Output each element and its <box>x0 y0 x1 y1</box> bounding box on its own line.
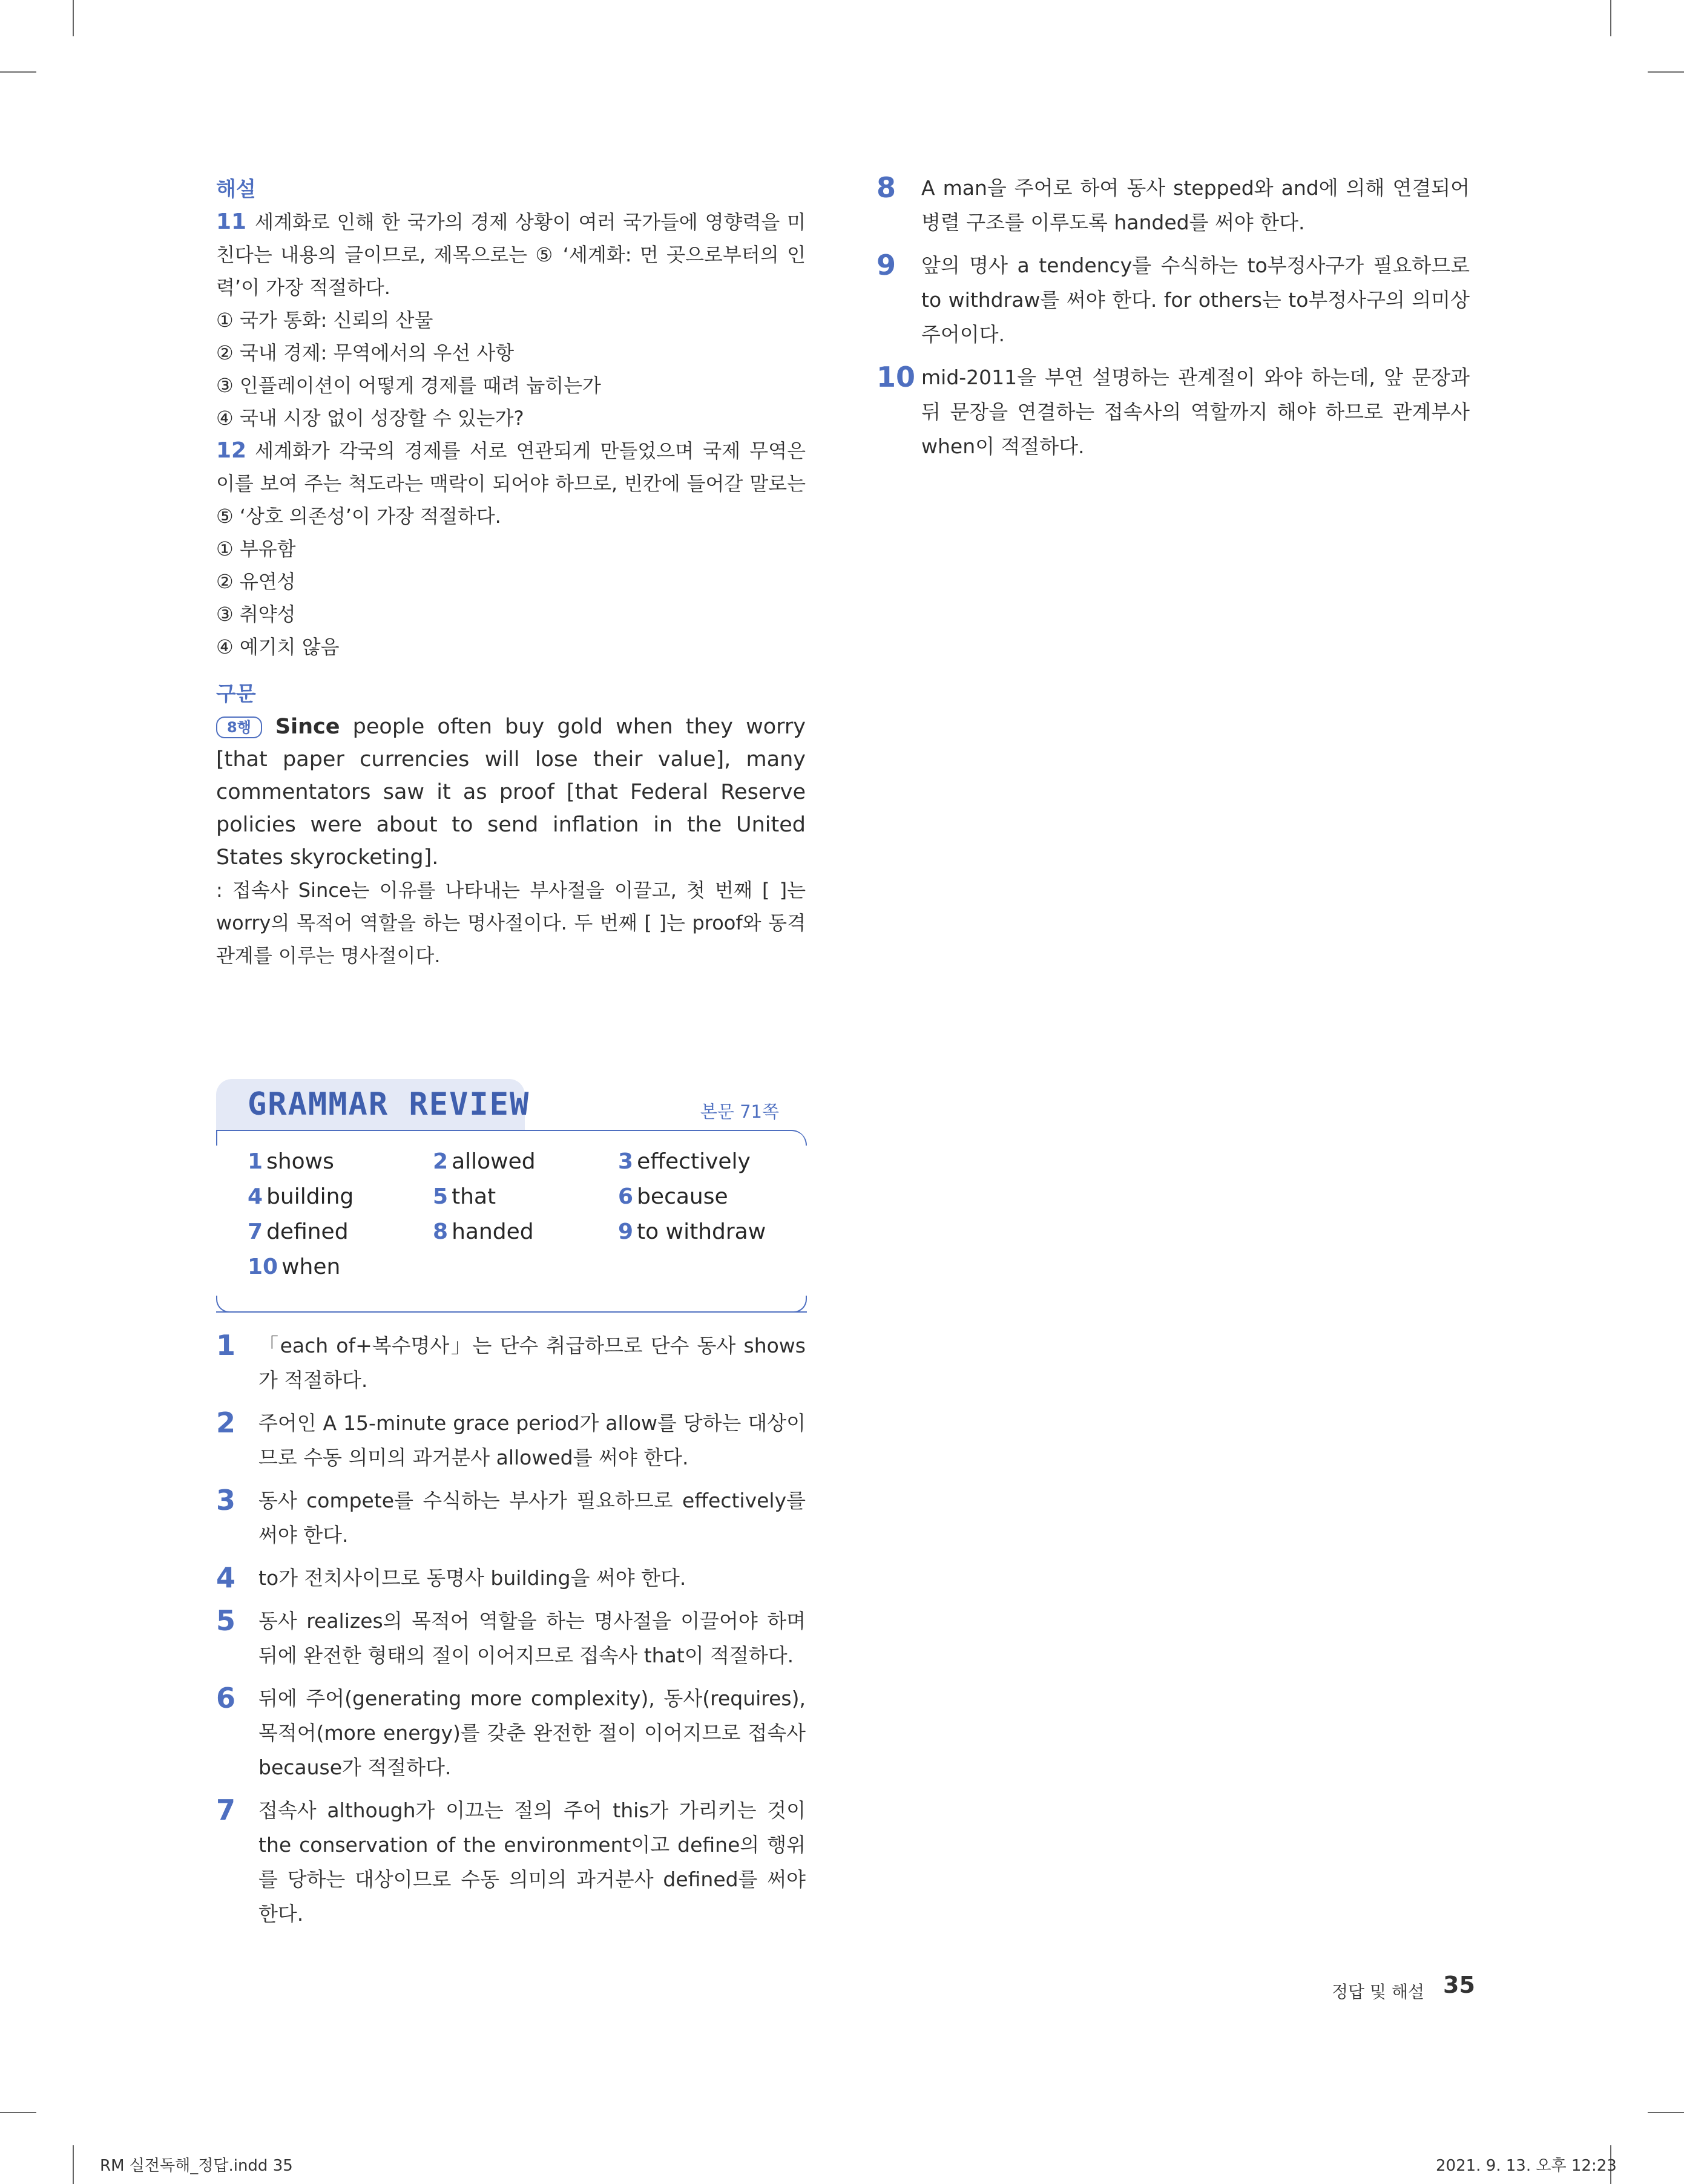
q12-option-2: ② 유연성 <box>216 570 296 593</box>
crop-mark <box>0 71 36 73</box>
print-slug-filename: RM 실전독해_정답.indd 35 <box>100 2157 293 2175</box>
answer-item: 8 handed <box>433 1219 534 1244</box>
answer-item: 10 when <box>248 1254 341 1279</box>
review-notes-left <box>216 1328 806 1940</box>
q12-option-1: ① 부유함 <box>216 537 296 560</box>
explanation-heading: 해설 <box>216 177 256 202</box>
q11-text: 세계화로 인해 한 국가의 경제 상황이 여러 국가들에 영향력을 미친다는 내용의 글이므로, 제목으로는 ⑤ ‘세계화: 먼 곳으로부터의 인력’이 가장 적절하다. <box>216 211 806 299</box>
q11-option-3: ③ 인플레이션이 어떻게 경제를 때려 눕히는가 <box>216 374 601 397</box>
answer-item: 9 to withdraw <box>618 1219 766 1244</box>
list-item: 9 앞의 명사 a tendency를 수식하는 to부정사구가 필요하므로 to withdraw를 써야 한다. for others는 to부정사구의 의미상 주어이다. <box>877 249 1470 346</box>
q12-option-3: ③ 취약성 <box>216 603 296 626</box>
q11-option-4: ④ 국내 시장 없이 성장할 수 있는가? <box>216 407 524 430</box>
list-item: 6 뒤에 주어(generating more complexity), 동사(requires), 목적어(more energy)를 갖춘 완전한 절이 이어지므로 접속사 because가 적절하다. <box>216 1682 806 1779</box>
list-item: 10 mid-2011을 부연 설명하는 관계절이 와야 하는데, 앞 문장과 뒤 문장을 연결하는 접속사의 역할까지 해야 하므로 관계부사 when이 적절하다. <box>877 361 1470 458</box>
list-item: 8 A man을 주어로 하여 동사 stepped와 and에 의해 연결되어 병렬 구조를 이루도록 handed를 써야 한다. <box>877 171 1470 234</box>
grammar-review-box <box>216 1079 809 1312</box>
crop-mark <box>1648 2112 1684 2113</box>
q11-number: 11 <box>216 209 247 234</box>
answer-item: 1 shows <box>248 1149 334 1174</box>
syntax-note: : 접속사 Since는 이유를 나타내는 부사절을 이끌고, 첫 번째 [ ]는 worry의 목적어 역할을 하는 명사절이다. 두 번째 [ ]는 proof와 동격 관계를 이루는 명사절이다. <box>216 879 806 967</box>
list-item: 3 동사 compete를 수식하는 부사가 필요하므로 effectively를 써야 한다. <box>216 1484 806 1547</box>
syntax-sentence-rest: people often buy gold when they worry [that paper currencies will lose their value], many commentators saw it as proof [that Federal Reserve policies were about to send inflation in the United States skyrocketing]. <box>216 715 806 870</box>
crop-mark <box>1648 71 1684 73</box>
syntax-sentence <box>216 710 806 874</box>
answer-item: 6 because <box>618 1184 728 1209</box>
crop-mark <box>0 2112 36 2113</box>
crop-mark <box>73 2145 74 2184</box>
crop-mark <box>73 0 74 36</box>
explanation-q12 <box>216 435 806 533</box>
review-notes-right <box>877 171 1470 472</box>
print-slug-timestamp: 2021. 9. 13. 오후 12:23 <box>1436 2157 1617 2175</box>
list-item: 2 주어인 A 15-minute grace period가 allow를 당하는 대상이므로 수동 의미의 과거분사 allowed를 써야 한다. <box>216 1406 806 1469</box>
grammar-review-title: GRAMMAR REVIEW <box>248 1086 530 1123</box>
q12-number: 12 <box>216 438 247 463</box>
list-item: 7 접속사 although가 이끄는 절의 주어 this가 가리키는 것이 the conservation of the environment이고 define의 행위를 당하는 대상이므로 수동 의미의 과거분사 defined를 써야 한다. <box>216 1794 806 1926</box>
grammar-review-answers <box>248 1144 792 1285</box>
grammar-review-tab <box>216 1079 530 1130</box>
answer-item: 3 effectively <box>618 1149 751 1174</box>
explanation-q11 <box>216 206 806 304</box>
list-item: 1 「each of+복수명사」는 단수 취급하므로 단수 동사 shows가 적절하다. <box>216 1329 806 1392</box>
left-column <box>216 173 806 972</box>
q12-option-4: ④ 예기치 않음 <box>216 635 340 658</box>
crop-mark <box>1610 0 1611 36</box>
list-item: 5 동사 realizes의 목적어 역할을 하는 명사절을 이끌어야 하며 뒤에 완전한 형태의 절이 이어지므로 접속사 that이 적절하다. <box>216 1604 806 1667</box>
q11-option-2: ② 국내 경제: 무역에서의 우선 사항 <box>216 341 515 364</box>
answer-item: 2 allowed <box>433 1149 536 1174</box>
answer-item: 4 building <box>248 1184 354 1209</box>
answer-item: 5 that <box>433 1184 496 1209</box>
line-badge: 8행 <box>216 717 262 738</box>
q11-option-1: ① 국가 통화: 신뢰의 산물 <box>216 309 433 332</box>
page-number: 35 <box>1443 1972 1475 1998</box>
list-item: 4 to가 전치사이므로 동명사 building을 써야 한다. <box>216 1561 686 1594</box>
answer-item: 7 defined <box>248 1219 349 1244</box>
q12-text: 세계화가 각국의 경제를 서로 연관되게 만들었으며 국제 무역은 이를 보여 주는 척도라는 맥락이 되어야 하므로, 빈칸에 들어갈 말로는 ⑤ ‘상호 의존성’이 가장 적절하다. <box>216 439 806 528</box>
syntax-lead-word: Since <box>275 715 340 739</box>
syntax-heading: 구문 <box>216 682 256 706</box>
grammar-review-page-ref: 본문 71쪽 <box>700 1101 779 1122</box>
footer-section-label: 정답 및 해설 <box>1332 1982 1425 2002</box>
